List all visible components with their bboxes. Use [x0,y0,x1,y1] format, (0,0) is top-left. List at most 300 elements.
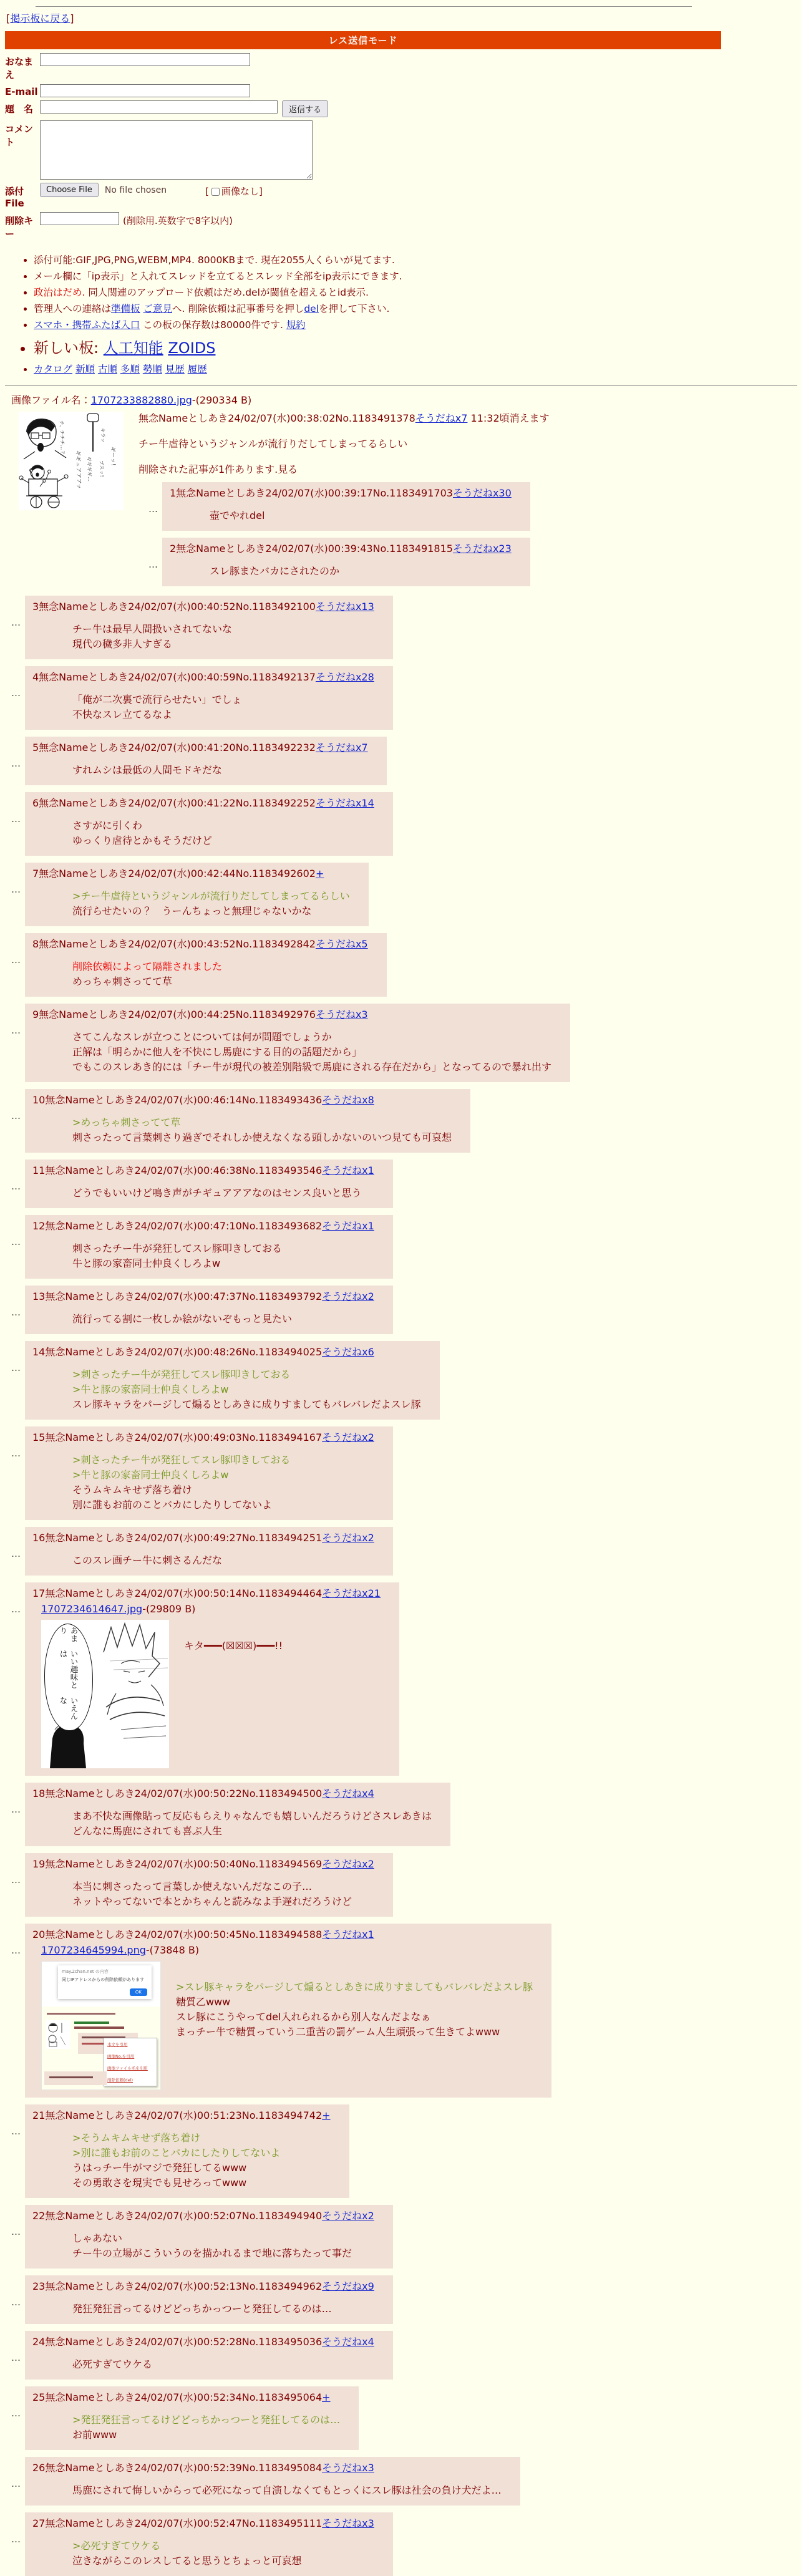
quote-line: >めっちゃ刺さってて草 [72,1116,181,1128]
notice-item [34,285,801,299]
email-field[interactable] [40,84,250,97]
post [25,2512,393,2576]
svg-text:ギーッ!: ギーッ! [109,446,117,466]
post [25,1853,393,1917]
post-row [11,1527,801,1576]
post-row [11,863,801,926]
post-header [32,1787,432,1801]
sodane-link[interactable]: そうだねx1 [322,1165,374,1176]
notice-link[interactable]: スマホ・携帯ふたば入口 [34,319,140,331]
post-menu-dots[interactable]: … [11,2352,21,2363]
post [25,2386,359,2450]
post-menu-dots[interactable]: … [11,2478,21,2489]
post-menu-dots[interactable]: … [11,1548,21,1559]
post-header-text: 20無念Nameとしあき24/02/07(水)00:50:45No.1183494588 [32,1929,323,1940]
post-menu-dots[interactable]: … [11,813,21,825]
post-line: でもこのスレあき的には「チー牛が現代の被差別階級で馬鹿にされる存在だから」となってるので暴れ出す [72,1061,552,1073]
notice-text: 添付可能:GIF,JPG,PNG,WEBM,MP4. 8000KBまで. 現在2055人くらいが見てます. [34,254,395,266]
post-row [11,1582,801,1776]
post-line: 牛と豚の家畜同士仲良くしろよw [72,1257,221,1269]
comment-row [5,120,801,180]
notice-link[interactable]: 規約 [286,319,306,331]
post-header [32,1587,381,1600]
subject-label: 題 名 [5,104,34,115]
post [25,863,369,926]
post [25,2331,393,2380]
post-menu-dots[interactable]: … [148,559,158,570]
post-header [32,2209,374,2223]
deleted-posts-note[interactable]: 削除された記事が1件あります.見る [138,463,298,475]
notice-link[interactable]: 準備板 [111,303,140,314]
post-line: チー牛の立場がこういうのを描かれるまで地に落ちたって事だ [72,2247,352,2259]
notice-link[interactable]: 古順 [97,364,117,375]
post-text [72,818,212,848]
op-header [9,408,801,425]
post [25,666,393,730]
sodane-link[interactable]: そうだねx2 [322,1431,374,1443]
subject-row [5,100,801,117]
post-header-text: 4無念Nameとしあき24/02/07(水)00:40:59No.1183492137 [32,671,316,683]
post-header-text: 13無念Nameとしあき24/02/07(水)00:47:37No.1183493792 [32,1290,323,1302]
sodane-link[interactable]: そうだねx2 [322,2210,374,2222]
reply-form [5,53,801,240]
post-text [72,1553,222,1568]
post-text [72,2357,152,2372]
notice-link[interactable]: 履歴 [187,364,207,375]
notice-link[interactable]: 見歴 [165,364,185,375]
post-header-text: 23無念Nameとしあき24/02/07(水)00:52:13No.1183494962 [32,2280,323,2292]
post [25,1286,393,1334]
post-row [11,1426,801,1520]
post-header [32,1857,374,1871]
post-line: さすがに引くわ [72,820,143,831]
post-row [11,1853,801,1917]
post-menu-dots[interactable]: … [11,2297,21,2308]
sodane-link[interactable]: そうだねx4 [322,1788,374,1799]
post [25,1527,393,1576]
post-text [72,1241,282,1271]
post-menu-dots[interactable]: … [11,954,21,966]
post-menu-dots[interactable]: … [11,1181,21,1192]
notice-link[interactable]: ご意見 [143,303,172,314]
post [25,737,387,785]
mini-context-menu [104,2038,157,2086]
sodane-link[interactable]: そうだねx3 [322,2517,374,2529]
mini-menu-item: 画像ファイル名を引用 [107,2066,148,2071]
post-line: スレ豚またバカにされたのか [210,565,340,577]
post-menu-dots[interactable]: … [11,2126,21,2137]
post-menu-dots[interactable]: … [11,1025,21,1036]
notice-text: 政治はだめ. [34,287,85,298]
post-header [32,867,350,881]
dialog-message-text: 同じIPアドレスからの削除依頼があります [62,1977,145,1982]
post-row [11,1215,801,1279]
post-header [32,2335,374,2349]
post-line: 糖質乙www [176,1996,231,2008]
bracket: [ [6,12,11,24]
sodane-link[interactable]: そうだねx9 [322,2280,374,2292]
post-menu-dots[interactable]: … [11,1307,21,1318]
op-post [9,408,801,593]
svg-text:チ、チチチ…？: チ、チチチ…？ [59,420,66,455]
post-header-text: 17無念Nameとしあき24/02/07(水)00:50:14No.1183494464 [32,1587,323,1599]
bracket: [ [205,186,209,197]
notice-link[interactable]: del [304,303,319,314]
post-header [32,1008,551,1022]
post-header-text: 16無念Nameとしあき24/02/07(水)00:49:27No.1183494251 [32,1532,323,1544]
post-menu-dots[interactable]: … [11,617,21,628]
post [25,1160,393,1208]
post-header-text: 18無念Nameとしあき24/02/07(水)00:50:22No.1183494500 [32,1788,323,1799]
sodane-link[interactable]: そうだねx1 [322,1929,374,1940]
post-header [32,671,374,684]
post-text [176,1980,533,2040]
reply-mode-bar: レス送信モード [5,31,721,49]
post-menu-dots[interactable]: … [11,2534,21,2545]
post-text [72,622,232,652]
post-header [170,487,512,500]
post-line: うはっチー牛がマジで発狂してるwww [72,2162,247,2174]
manga-panel-thumbnail[interactable] [41,1620,169,1768]
post-line: キタ━━━(☒☒☒)━━━!! [184,1640,283,1652]
post-text [72,2131,280,2191]
mini-menu-item: 削除依頼(del) [107,2078,134,2083]
post-header-text: 1無念Nameとしあき24/02/07(水)00:39:17No.1183491703 [170,487,453,499]
post-line: 「俺が二次裏で流行らせたい」でしょ [72,694,242,705]
op-file-size: -(290334 B) [192,394,252,406]
notice-text: 同人関連のアップロード依頼はだめ.delが閾値を超えるとid表示. [85,287,369,298]
post-text [72,1879,352,1909]
post-line: その勇敢さを現実でも見せろってwww [72,2177,247,2189]
post-header [32,1093,452,1107]
post-row [11,1004,801,1082]
post-line: しゃあない [72,2232,123,2244]
post [25,933,387,997]
choose-file-button[interactable]: Choose File [40,183,99,197]
op-text: チー牛虐待というジャンルが流行りだしてしまってるらしい [138,438,408,450]
post-header-text: 19無念Nameとしあき24/02/07(水)00:50:40No.1183494569 [32,1858,323,1870]
post-menu-dots[interactable]: … [11,1874,21,1886]
sodane-link[interactable]: そうだねx6 [322,1346,374,1358]
post-header [32,741,368,755]
sodane-link[interactable]: そうだねx7 [315,742,368,753]
post-text [72,2413,340,2443]
post-line: 必死すぎてウケる [72,2358,153,2370]
thread-divider [5,385,797,386]
delkey-note: (削除用.英数字で8字以内) [123,215,233,226]
post-line: スレ豚キャラをパージして煽るとしあきに成りすましてもバレバレだよスレ豚 [72,1398,421,1410]
notice-link[interactable]: カタログ [34,364,73,375]
post-header [32,2109,331,2123]
post-text [210,508,265,523]
sodane-link[interactable]: + [322,2391,331,2403]
email-row [5,84,801,97]
speech-bubble: あまり いい趣味とは いえんな [44,1624,93,1731]
post-row [11,792,801,856]
notice-text: この板の保存数は80000件です. [140,319,286,331]
sodane-link[interactable]: そうだねx2 [322,1532,374,1544]
sodane-link[interactable]: そうだねx2 [322,1290,374,1302]
sodane-link[interactable]: そうだねx30 [452,487,512,499]
post-header-text: 10無念Nameとしあき24/02/07(水)00:46:14No.1183493436 [32,1094,323,1106]
screenshot-thumbnail[interactable] [41,1961,161,2090]
post-header [32,1345,421,1359]
post-line: 正解は「明らかに他人を不快にし馬鹿にする目的の話題だから」 [72,1046,362,1058]
post-text [72,1186,362,1201]
post-header-text: 27無念Nameとしあき24/02/07(水)00:52:47No.1183495111 [32,2517,323,2529]
quote-line: >刺さったチー牛が発狂してスレ豚叩きしておる [72,1368,291,1380]
quote-line: >スレ豚キャラをパージして煽るとしあきに成りすましてもバレバレだよスレ豚 [176,1981,533,1993]
post-menu-dots[interactable]: … [11,1362,21,1373]
post-menu-dots[interactable]: … [11,1236,21,1247]
post-menu-dots[interactable]: … [11,1604,21,1615]
post-row [11,1286,801,1334]
post-row [11,1924,801,2098]
name-field[interactable] [40,53,250,66]
post-menu-dots[interactable]: … [11,1804,21,1815]
post-text [72,1809,432,1839]
post-row [11,1341,801,1420]
post-line: 泣きながらこのレスしてると思うとちょっと可哀想 [72,2555,302,2567]
post-row [11,737,801,785]
post-menu-dots[interactable]: … [148,503,158,515]
post-text [72,763,222,778]
post [25,792,393,856]
quote-line: >チー牛虐待というジャンルが流行りだしてしまってるらしい [72,890,350,902]
dialog-host-text: may.2chan.net の内容 [62,1969,109,1974]
sodane-link[interactable]: そうだねx28 [315,671,374,683]
sodane-link[interactable]: そうだねx14 [315,797,374,809]
notice-link[interactable]: 新順 [75,364,95,375]
post-text [72,2302,332,2317]
sodane-link[interactable]: そうだねx5 [315,938,368,950]
post-header [32,1928,533,1942]
op-sodane-link[interactable]: そうだねx7 [415,412,468,424]
bracket: ] [258,186,263,197]
post-line: まあ不快な画像貼って反応もらえりゃなんでも嬉しいんだろうけどさスレあきは [72,1810,432,1822]
post-header-text: 25無念Nameとしあき24/02/07(水)00:52:34No.1183495064 [32,2391,323,2403]
sodane-link[interactable]: + [322,2109,331,2121]
op-file-link[interactable]: 1707233882880.jpg [90,394,192,406]
notice-item [34,336,801,357]
comment-textarea[interactable] [40,120,313,180]
post-text [210,564,339,579]
post-line: 馬鹿にされて悔しいからって必死になって自演しなくてもとっくにスレ豚は社会の負け犬だよ… [72,2484,502,2496]
op-thumbnail-image[interactable] [19,412,124,510]
post-header [32,1531,374,1545]
submit-reply-button[interactable]: 返信する [282,100,328,117]
post-file-link[interactable]: 1707234645994.png [41,1944,146,1956]
notice-link[interactable]: 勢順 [142,364,162,375]
sodane-link[interactable]: そうだねx1 [322,1220,374,1232]
sodane-link[interactable]: そうだねx21 [322,1587,381,1599]
post-header-text: 6無念Nameとしあき24/02/07(水)00:41:22No.1183492252 [32,797,316,809]
post-header [32,1431,374,1445]
post-header [32,937,368,951]
sodane-link[interactable]: そうだねx23 [452,543,512,554]
sodane-link[interactable]: そうだねx3 [322,2462,374,2474]
no-image-label: 画像なし [221,186,259,197]
notice-text: メール欄に「ip表示」と入れてスレッドを立てるとスレッド全部をip表示にできます. [34,271,402,282]
post-line: そうムキムキせず落ち着け [72,1484,192,1496]
back-to-board-link[interactable]: 掲示板に戻る [10,12,70,24]
post-header [170,542,512,556]
post-line: ゆっくり虐待とかもそうだけど [72,835,212,846]
post-row [11,1089,801,1153]
post-line: 刺さったチー牛が発狂してスレ豚叩きしておる [72,1242,283,1254]
post-header-text: 7無念Nameとしあき24/02/07(水)00:42:44No.1183492602 [32,868,316,879]
email-label: E-mail [5,86,38,97]
post-menu-dots[interactable]: … [11,1448,21,1459]
sodane-link[interactable]: + [315,868,324,879]
post-header-text: 2無念Nameとしあき24/02/07(水)00:39:43No.1183491815 [170,543,453,554]
post-line: まっチー牛で糖質っていう二重苦の罰ゲーム人生頑張って生きてよwww [176,2026,500,2038]
notice-item [34,269,801,283]
sodane-link[interactable]: そうだねx8 [322,1094,374,1106]
post-line: 流行らせたいの？ うーんちょっと無理じゃないかな [72,905,312,917]
notice-text: 管理人への連絡は [34,303,112,314]
post [25,2104,349,2198]
post [25,596,393,659]
mini-menu-item: 本文を引用 [107,2042,128,2047]
post-menu-dots[interactable]: … [11,687,21,699]
op-filename-line [11,392,801,407]
post [162,538,530,586]
post [25,2275,393,2324]
notice-text: 新しい板: [34,339,104,357]
post-header-text: 8無念Nameとしあき24/02/07(水)00:43:52No.1183492842 [32,938,316,950]
op-expire-text: 11:32頃消えます [467,412,550,424]
post-header [32,797,374,810]
subject-field[interactable] [40,100,278,114]
notice-item [34,253,801,266]
notice-link[interactable]: 人工知能 [103,339,163,357]
no-image-option [205,183,263,198]
browser-dialog [58,1965,152,1999]
post-header-text: 9無念Nameとしあき24/02/07(水)00:44:25No.1183492976 [32,1009,316,1020]
post [25,1089,470,1153]
back-link-line [6,11,801,25]
notice-text: へ. 削除依頼は記事番号を押し [172,303,304,314]
name-row [5,53,801,81]
post [25,1783,450,1846]
post-menu-dots[interactable]: … [11,1945,21,1956]
post-header-text: 24無念Nameとしあき24/02/07(水)00:52:28No.1183495036 [32,2336,323,2348]
post-menu-dots[interactable]: … [11,884,21,895]
notice-item [34,301,801,315]
post-header [32,600,374,614]
post-text [72,1312,292,1327]
bracket: ] [70,12,74,24]
post-header-text: 5無念Nameとしあき24/02/07(水)00:41:20No.1183492232 [32,742,316,753]
post-text [72,1030,551,1075]
post-row [11,1160,801,1208]
notice-link[interactable]: ZOIDS [168,339,216,357]
post-line: 別に誰もお前のことバカにしたりしてないよ [72,1499,273,1511]
post-row [11,2457,801,2506]
svg-text:キラッ: キラッ [100,427,106,443]
post [25,1004,570,1082]
notice-link[interactable]: 多順 [120,364,140,375]
delete-key-field[interactable] [40,212,119,225]
comment-label: コメント [5,123,34,148]
post-file-line [41,1944,533,1957]
post-row [148,538,801,586]
post-file-link[interactable]: 1707234614647.jpg [41,1603,143,1615]
sodane-link[interactable]: そうだねx13 [315,601,374,613]
post-line: めっちゃ刺さってて草 [72,976,172,987]
post-header [32,2461,502,2475]
post-line: すれムシは最低の人間モドキだな [72,764,223,776]
post-header-text: 3無念Nameとしあき24/02/07(水)00:40:52No.1183492100 [32,601,316,613]
post-row [11,596,801,659]
post-text [72,2231,352,2261]
quote-line: >刺さったチー牛が発狂してスレ豚叩きしておる [72,1454,291,1466]
post-header [32,1290,374,1304]
post-menu-dots[interactable]: … [11,2226,21,2237]
quote-line: >発狂発狂言ってるけどどっちかっつーと発狂してるのは… [72,2414,341,2426]
post-line: 流行ってる割に一枚しか絵がないぞもっと見たい [72,1313,293,1325]
post-line: どんなに馬鹿にされても喜ぶ人生 [72,1825,223,1837]
post-line: 発狂発狂言ってるけどどっちかっつーと発狂してるのは… [72,2303,332,2315]
op-comic-sketch [19,412,124,510]
no-image-checkbox[interactable] [211,188,220,196]
op-header-text: 無念Nameとしあき24/02/07(水)00:38:02No.1183491378 [138,412,415,424]
post-menu-dots[interactable]: … [11,758,21,769]
sodane-link[interactable]: そうだねx4 [322,2336,374,2348]
nested-replies [142,482,801,586]
post-text [72,959,222,989]
post-line: 壺でやれdel [210,510,265,521]
post-text [72,692,242,722]
post-header-text: 14無念Nameとしあき24/02/07(水)00:48:26No.1183494025 [32,1346,323,1358]
post-header-text: 26無念Nameとしあき24/02/07(水)00:52:39No.1183495084 [32,2462,323,2474]
post-line: 削除依頼によって隔離されました [72,961,223,972]
svg-text:ブスッ!: ブスッ! [99,460,105,477]
quote-line: >牛と豚の家畜同士仲良くしろよw [72,1469,229,1481]
quote-line: >そうムキムキせず落ち着け [72,2132,201,2144]
file-status-text: No file chosen [104,185,167,195]
post-text [72,2483,502,2498]
svg-text:ギギュアアアッ: ギギュアアアッ [74,450,82,490]
post-row [11,2512,801,2576]
post-file-size: -(73848 B) [145,1944,200,1956]
post-line: スレ豚にこうやってdel入れられるから別人なんだよなぁ [176,2011,431,2023]
post-line: 本当に刺さったって言葉しか使えないんだなこの子… [72,1881,313,1892]
post-row [11,2205,801,2269]
board-notices [5,253,801,375]
post [162,482,530,531]
delkey-row [5,212,801,240]
post-line: ネットやってないで本とかちゃんと読みなよ手遅れだろうけど [72,1896,352,1907]
post-text [184,1639,283,1654]
post-row [11,933,801,997]
mini-comic-image [46,2020,70,2049]
dialog-ok-button: OK [130,1988,147,1996]
post-text [72,1453,290,1513]
sodane-link[interactable]: そうだねx3 [315,1009,368,1020]
sodane-link[interactable]: そうだねx2 [322,1858,374,1870]
post-header [32,2280,374,2293]
post [25,2205,393,2269]
post-menu-dots[interactable]: … [11,2408,21,2419]
file-row [5,183,801,209]
post-row [148,482,801,531]
post-file-line [41,1602,381,1616]
post-menu-dots[interactable]: … [11,1110,21,1121]
file-label: 添付File [5,186,24,209]
post-row [11,2104,801,2198]
